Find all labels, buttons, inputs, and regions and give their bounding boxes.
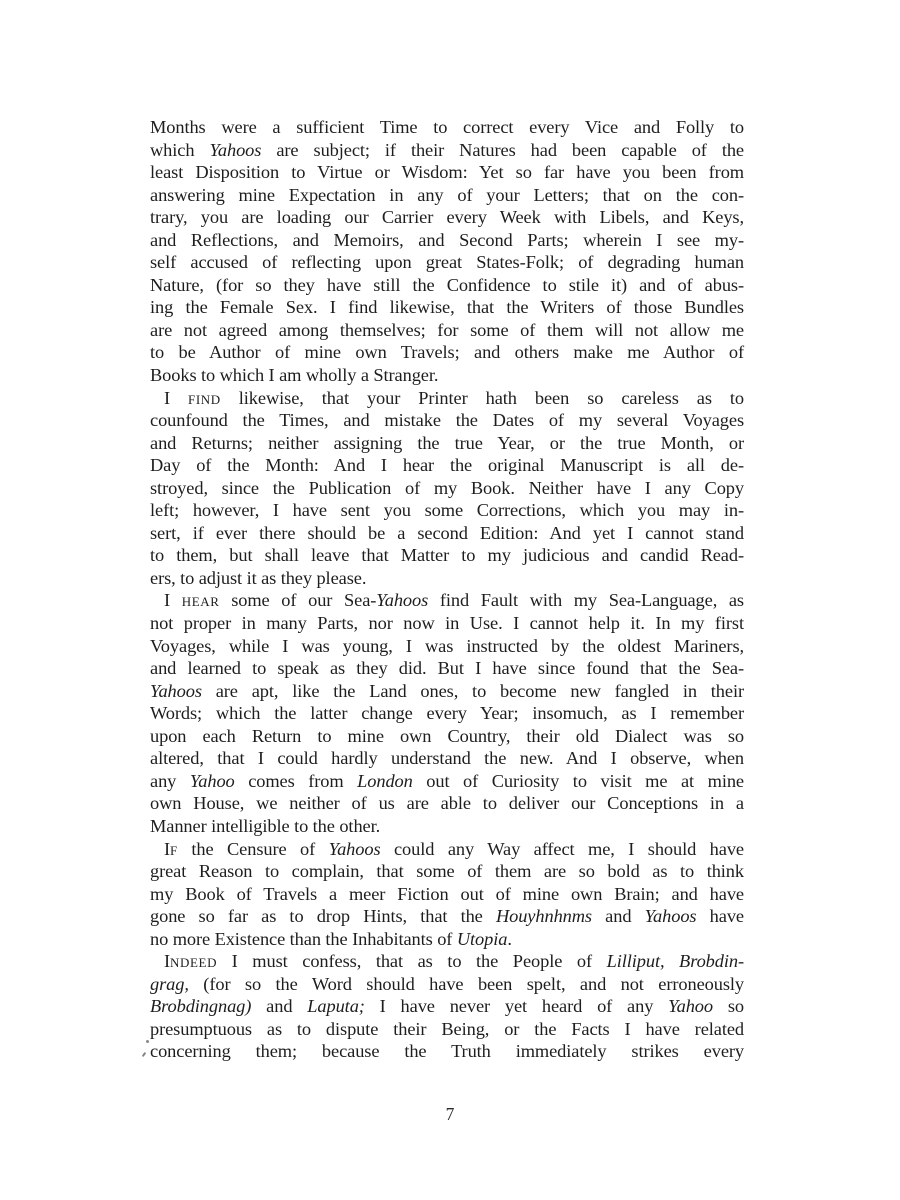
text-run: Brobdingnag) bbox=[150, 996, 252, 1017]
text-line bbox=[150, 928, 744, 951]
text-run: counfound the Times, and mistake the Dates of my several Voyages bbox=[150, 410, 744, 431]
text-run: could any Way affect me, I should have bbox=[380, 838, 744, 859]
text-line bbox=[150, 477, 744, 500]
text-run: left; however, I have sent you some Corrections, which you may in- bbox=[150, 500, 744, 521]
text-line bbox=[150, 251, 744, 274]
text-line bbox=[150, 341, 744, 364]
text-run: stroyed, since the Publication of my Book. Neither have I any Copy bbox=[150, 477, 744, 498]
text-line bbox=[150, 432, 744, 455]
text-run: and Reflections, and Memoirs, and Second Parts; wherein I see my- bbox=[150, 229, 744, 250]
text-run: grag, bbox=[150, 973, 189, 994]
text-run: f bbox=[170, 838, 178, 859]
text-run: not proper in many Parts, nor now in Use. I cannot help it. In my first bbox=[150, 613, 744, 634]
text-run: I bbox=[164, 951, 171, 972]
text-run: Laputa; bbox=[307, 996, 365, 1017]
text-run: Nature, (for so they have still the Confidence to stile it) and of abus- bbox=[150, 274, 744, 295]
text-run: likewise, that your Printer hath been so careless as to bbox=[220, 387, 744, 408]
text-line bbox=[150, 499, 744, 522]
text-line bbox=[150, 409, 744, 432]
text-run: ndeed bbox=[170, 951, 218, 972]
text-line bbox=[150, 702, 744, 725]
text-run: Words; which the latter change every Year; insomuch, as I remember bbox=[150, 703, 744, 724]
text-run: I must confess, that as to the People of bbox=[217, 951, 607, 972]
text-run: Utopia bbox=[456, 928, 508, 949]
text-block bbox=[150, 116, 744, 1063]
text-line bbox=[150, 995, 744, 1018]
text-line bbox=[150, 161, 744, 184]
text-line bbox=[150, 815, 744, 838]
text-run: I bbox=[164, 590, 182, 611]
text-line bbox=[150, 387, 744, 410]
text-run: Houyhnhnms bbox=[495, 906, 592, 927]
text-line bbox=[150, 206, 744, 229]
text-run: ers, to adjust it as they please. bbox=[150, 567, 367, 588]
text-run: I have never yet heard of any bbox=[364, 996, 669, 1017]
paragraph bbox=[150, 838, 744, 951]
paragraph bbox=[150, 387, 744, 590]
text-run: Books to which I am wholly a Stranger. bbox=[150, 365, 439, 386]
text-run: I bbox=[164, 387, 189, 408]
text-run: ing the Female Sex. I find likewise, that the Writers of those Bundles bbox=[150, 297, 744, 318]
text-line bbox=[150, 544, 744, 567]
text-run: I bbox=[164, 838, 171, 859]
text-run: so bbox=[713, 996, 745, 1017]
text-run: gone so far as to drop Hints, that the bbox=[150, 906, 496, 927]
text-line bbox=[150, 838, 744, 861]
page-number: 7 bbox=[445, 1104, 455, 1124]
text-line bbox=[150, 589, 744, 612]
text-run: and Returns; neither assigning the true Year, or the true Month, or bbox=[150, 432, 744, 453]
text-run: are apt, like the Land ones, to become new fangled in their bbox=[201, 680, 744, 701]
text-run: out of Curiosity to visit me at mine bbox=[412, 770, 744, 791]
text-line bbox=[150, 567, 744, 590]
text-run: and learned to speak as they did. But I have since found that the Sea- bbox=[150, 658, 744, 679]
text-line bbox=[150, 184, 744, 207]
text-run: Yahoos bbox=[209, 139, 262, 160]
text-run: any bbox=[150, 770, 190, 791]
text-line bbox=[150, 747, 744, 770]
text-line bbox=[150, 364, 744, 387]
text-line bbox=[150, 950, 744, 973]
text-line bbox=[150, 792, 744, 815]
text-run: to them, but shall leave that Matter to my judicious and candid Read- bbox=[150, 545, 744, 566]
text-line bbox=[150, 116, 744, 139]
text-run: Yahoo bbox=[189, 770, 235, 791]
text-run: Lilliput, Brobdin- bbox=[606, 951, 744, 972]
text-run: Yahoos bbox=[150, 680, 202, 701]
text-run: Day of the Month: And I hear the original Manuscript is all de- bbox=[150, 455, 744, 476]
text-run: and bbox=[251, 996, 308, 1017]
text-run: Yahoos bbox=[328, 838, 381, 859]
text-line bbox=[150, 454, 744, 477]
text-run: self accused of reflecting upon great States-Folk; of degrading human bbox=[150, 252, 744, 273]
text-run: presumptuous as to dispute their Being, or the Facts I have related bbox=[150, 1018, 744, 1039]
text-run: Months were a sufficient Time to correct every Vice and Folly to bbox=[150, 117, 744, 137]
text-line bbox=[150, 657, 744, 680]
text-run: trary, you are loading our Carrier every Week with Libels, and Keys, bbox=[150, 207, 744, 228]
text-line bbox=[150, 229, 744, 252]
print-speck bbox=[146, 1040, 149, 1043]
text-line bbox=[150, 522, 744, 545]
text-run: some of our Sea- bbox=[219, 590, 377, 611]
text-run: sert, if ever there should be a second Edition: And yet I cannot stand bbox=[150, 522, 744, 543]
text-run: no more Existence than the Inhabitants of bbox=[150, 928, 457, 949]
text-line bbox=[150, 1040, 744, 1063]
text-run: . bbox=[507, 928, 512, 949]
text-run: find Fault with my Sea-Language, as bbox=[428, 590, 744, 611]
text-run: my Book of Travels a meer Fiction out of mine own Brain; and have bbox=[150, 883, 744, 904]
text-run: find bbox=[188, 387, 221, 408]
text-run: which bbox=[150, 139, 210, 160]
text-line bbox=[150, 860, 744, 883]
text-run: altered, that I could hardly understand the new. And I observe, when bbox=[150, 748, 744, 769]
text-run: Yahoos bbox=[644, 906, 697, 927]
paragraph bbox=[150, 950, 744, 1063]
text-run: concerning them; because the Truth immediately strikes every bbox=[150, 1041, 744, 1062]
text-line bbox=[150, 680, 744, 703]
text-run: hear bbox=[181, 590, 220, 611]
text-run: answering mine Expectation in any of your Letters; that on the con- bbox=[150, 184, 744, 205]
text-run: are not agreed among themselves; for some of them will not allow me bbox=[150, 319, 744, 340]
text-run: (for so the Word should have been spelt, and not erroneously bbox=[188, 973, 744, 994]
text-run: Yahoos bbox=[376, 590, 429, 611]
text-line bbox=[150, 139, 744, 162]
text-run: own House, we neither of us are able to deliver our Conceptions in a bbox=[150, 793, 744, 814]
text-line bbox=[150, 770, 744, 793]
paragraph bbox=[150, 116, 744, 387]
print-speck bbox=[142, 1052, 147, 1057]
text-run: great Reason to complain, that some of them are so bold as to think bbox=[150, 861, 744, 882]
text-line bbox=[150, 1018, 744, 1041]
text-run: the Censure of bbox=[177, 838, 329, 859]
text-run: London bbox=[357, 770, 413, 791]
text-line bbox=[150, 612, 744, 635]
text-line bbox=[150, 274, 744, 297]
text-line bbox=[150, 725, 744, 748]
text-run: have bbox=[696, 906, 744, 927]
text-line bbox=[150, 973, 744, 996]
text-run: comes from bbox=[234, 770, 358, 791]
text-run: Yahoo bbox=[668, 996, 713, 1017]
text-run: Voyages, while I was young, I was instructed by the oldest Mariners, bbox=[150, 635, 744, 656]
text-run: are subject; if their Natures had been capable of the bbox=[261, 139, 744, 160]
text-run: to be Author of mine own Travels; and others make me Author of bbox=[150, 342, 744, 363]
paragraph bbox=[150, 589, 744, 837]
text-run: least Disposition to Virtue or Wisdom: Yet so far have you been from bbox=[150, 162, 744, 183]
text-line bbox=[150, 296, 744, 319]
text-line bbox=[150, 905, 744, 928]
text-run: and bbox=[592, 906, 645, 927]
text-run: Manner intelligible to the other. bbox=[150, 815, 381, 836]
text-line bbox=[150, 319, 744, 342]
text-line bbox=[150, 883, 744, 906]
text-line bbox=[150, 635, 744, 658]
text-run: upon each Return to mine own Country, their old Dialect was so bbox=[150, 725, 744, 746]
